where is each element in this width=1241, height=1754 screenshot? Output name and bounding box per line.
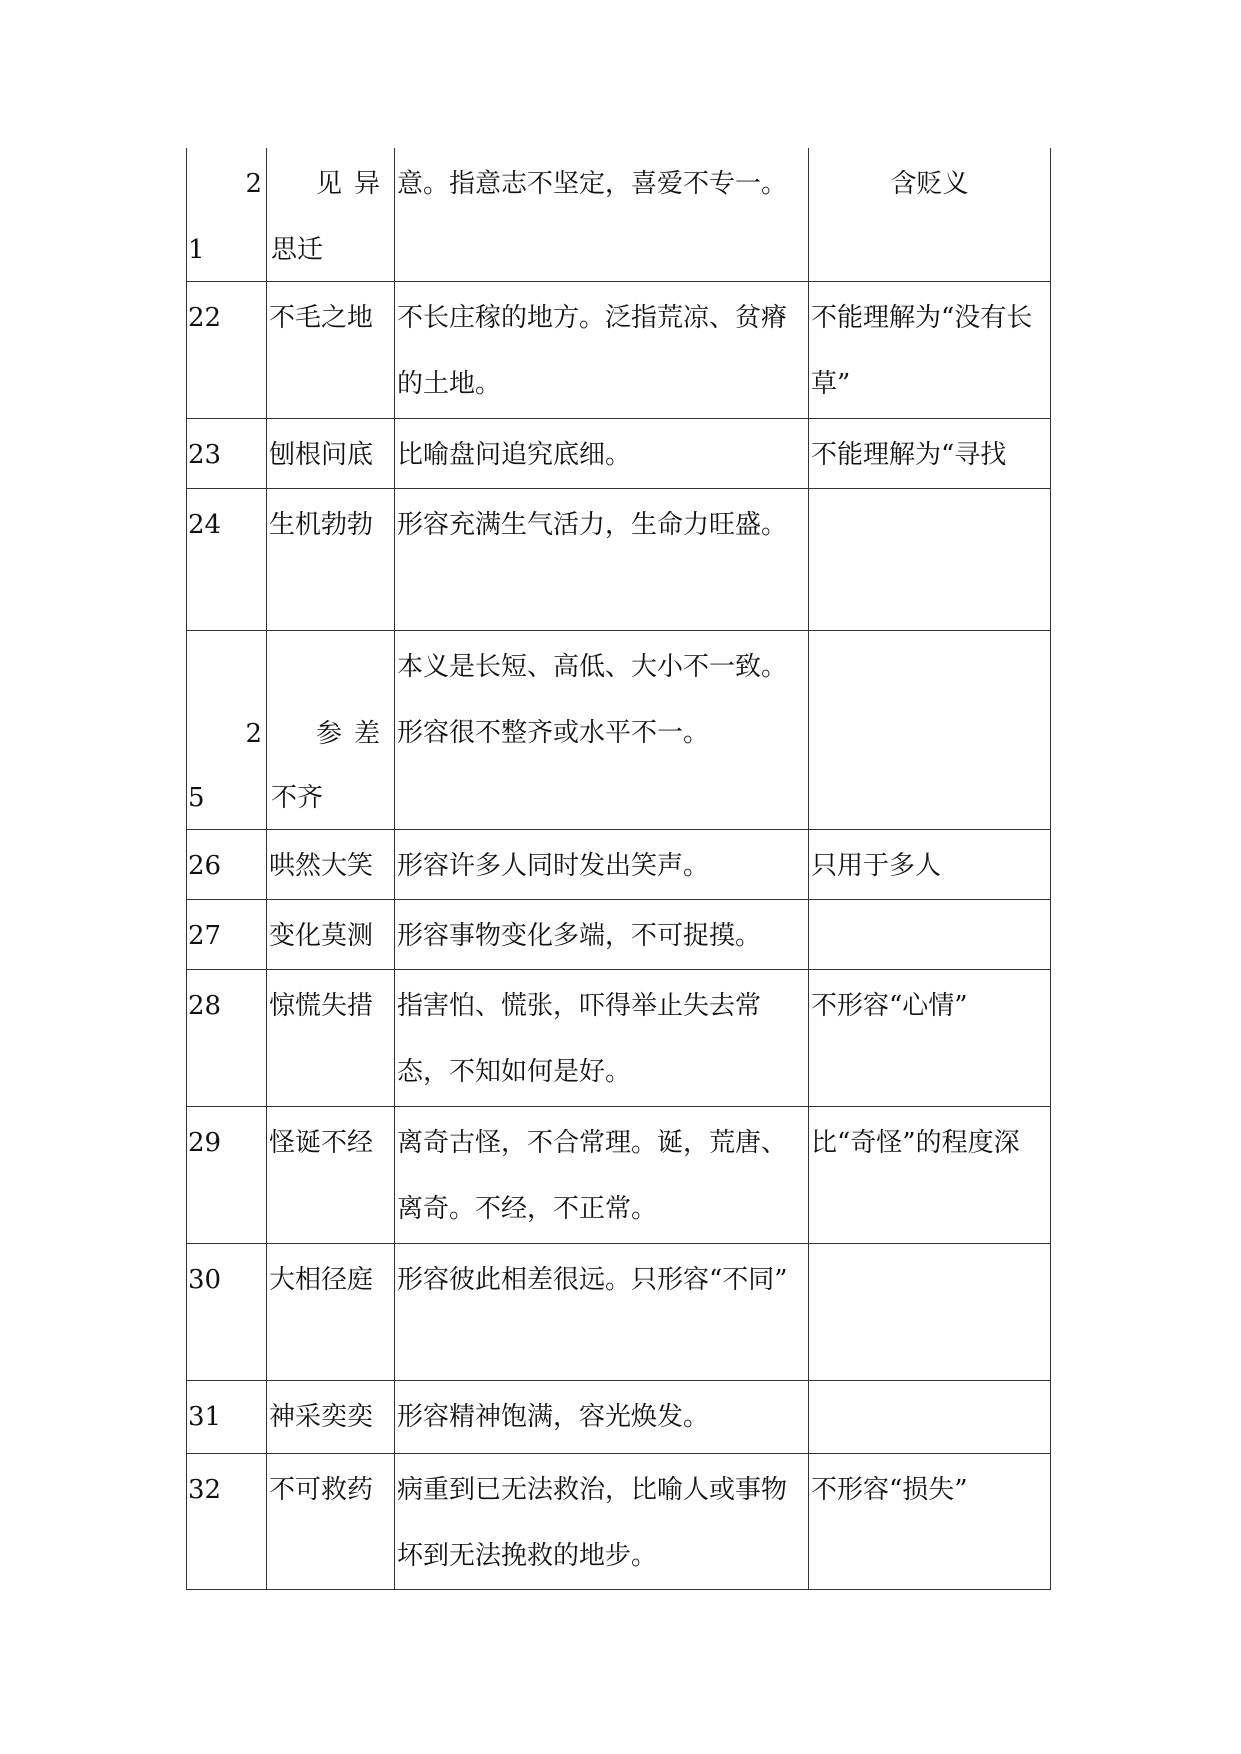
- table-row: [187, 900, 1051, 970]
- table-row: [187, 631, 1051, 830]
- table-row: [187, 419, 1051, 489]
- note-text: 不形容“损失”: [811, 1475, 968, 1505]
- meaning-text: 比喻盘问追究底细。: [397, 440, 632, 470]
- note-text: [809, 1244, 1050, 1247]
- row-number: 24: [188, 510, 222, 540]
- note-text: 含贬义: [890, 169, 969, 199]
- note-text: 比“奇怪”的程度深: [811, 1128, 1020, 1158]
- row-number: 22: [188, 303, 222, 333]
- meaning-text: 不长庄稼的地方。泛指荒凉、贫瘠的土地。: [397, 303, 788, 399]
- idiom-table: [186, 148, 1051, 1590]
- table-row: [187, 1381, 1051, 1454]
- idiom-part: 参差: [315, 719, 392, 749]
- row-number: 27: [188, 921, 222, 951]
- row-number-part: 2: [245, 169, 262, 199]
- note-text: [809, 489, 1050, 492]
- row-number-part: 2: [245, 719, 262, 749]
- row-number: 28: [188, 991, 222, 1021]
- note-text: 不形容“心情”: [811, 991, 968, 1021]
- idiom-part: 不齐: [271, 783, 324, 813]
- row-number: 31: [188, 1402, 222, 1432]
- meaning-text: 形容彼此相差很远。只形容“不同”: [397, 1265, 788, 1295]
- idiom-text: 不可救药: [269, 1475, 374, 1505]
- note-text: [809, 1381, 1050, 1384]
- meaning-text: 本义是长短、高低、大小不一致。形容很不整齐或水平不一。: [397, 652, 788, 748]
- row-number-cell: [187, 148, 267, 282]
- idiom-cell: [267, 148, 395, 282]
- idiom-part: 见异: [315, 169, 392, 199]
- row-number-part: 5: [188, 783, 205, 813]
- row-number: 30: [188, 1265, 222, 1295]
- meaning-cell: [395, 148, 809, 282]
- row-number: 29: [188, 1128, 222, 1158]
- row-number: 32: [188, 1475, 222, 1505]
- table-row: [187, 282, 1051, 419]
- table-row: [187, 1244, 1051, 1381]
- idiom-text: 刨根问底: [269, 440, 374, 470]
- idiom-part: 思迁: [271, 235, 324, 265]
- note-cell: [809, 148, 1051, 282]
- note-text: [809, 900, 1050, 903]
- idiom-text: 变化莫测: [269, 921, 374, 951]
- table-row: [187, 1454, 1051, 1590]
- table-row: [187, 970, 1051, 1107]
- meaning-text: 意。指意志不坚定，喜爱不专一。: [397, 169, 788, 199]
- note-text: 不能理解为“寻找: [811, 440, 1007, 470]
- note-text: [809, 631, 1050, 634]
- meaning-text: 离奇古怪，不合常理。诞，荒唐、离奇。不经，不正常。: [397, 1128, 788, 1224]
- idiom-text: 不毛之地: [269, 303, 374, 333]
- table-row: [187, 148, 1051, 282]
- idiom-text: 生机勃勃: [269, 510, 374, 540]
- idiom-text: 神采奕奕: [269, 1402, 374, 1432]
- idiom-text: 哄然大笑: [269, 851, 374, 881]
- idiom-text: 惊慌失措: [269, 991, 374, 1021]
- table-row: [187, 1107, 1051, 1244]
- meaning-text: 形容精神饱满，容光焕发。: [397, 1402, 710, 1432]
- table-row: [187, 830, 1051, 900]
- row-number-part: 1: [188, 235, 205, 265]
- meaning-text: 指害怕、慌张，吓得举止失去常态，不知如何是好。: [397, 991, 762, 1087]
- note-text: 不能理解为“没有长草”: [811, 303, 1033, 399]
- idiom-text: 怪诞不经: [269, 1128, 374, 1158]
- idiom-text: 大相径庭: [269, 1265, 374, 1295]
- meaning-text: 形容充满生气活力，生命力旺盛。: [397, 510, 788, 540]
- note-text: 只用于多人: [811, 851, 942, 881]
- meaning-text: 病重到已无法救治，比喻人或事物坏到无法挽救的地步。: [397, 1475, 788, 1571]
- row-number: 26: [188, 851, 222, 881]
- meaning-text: 形容事物变化多端，不可捉摸。: [397, 921, 762, 951]
- meaning-text: 形容许多人同时发出笑声。: [397, 851, 710, 881]
- table-row: [187, 489, 1051, 631]
- row-number: 23: [188, 440, 222, 470]
